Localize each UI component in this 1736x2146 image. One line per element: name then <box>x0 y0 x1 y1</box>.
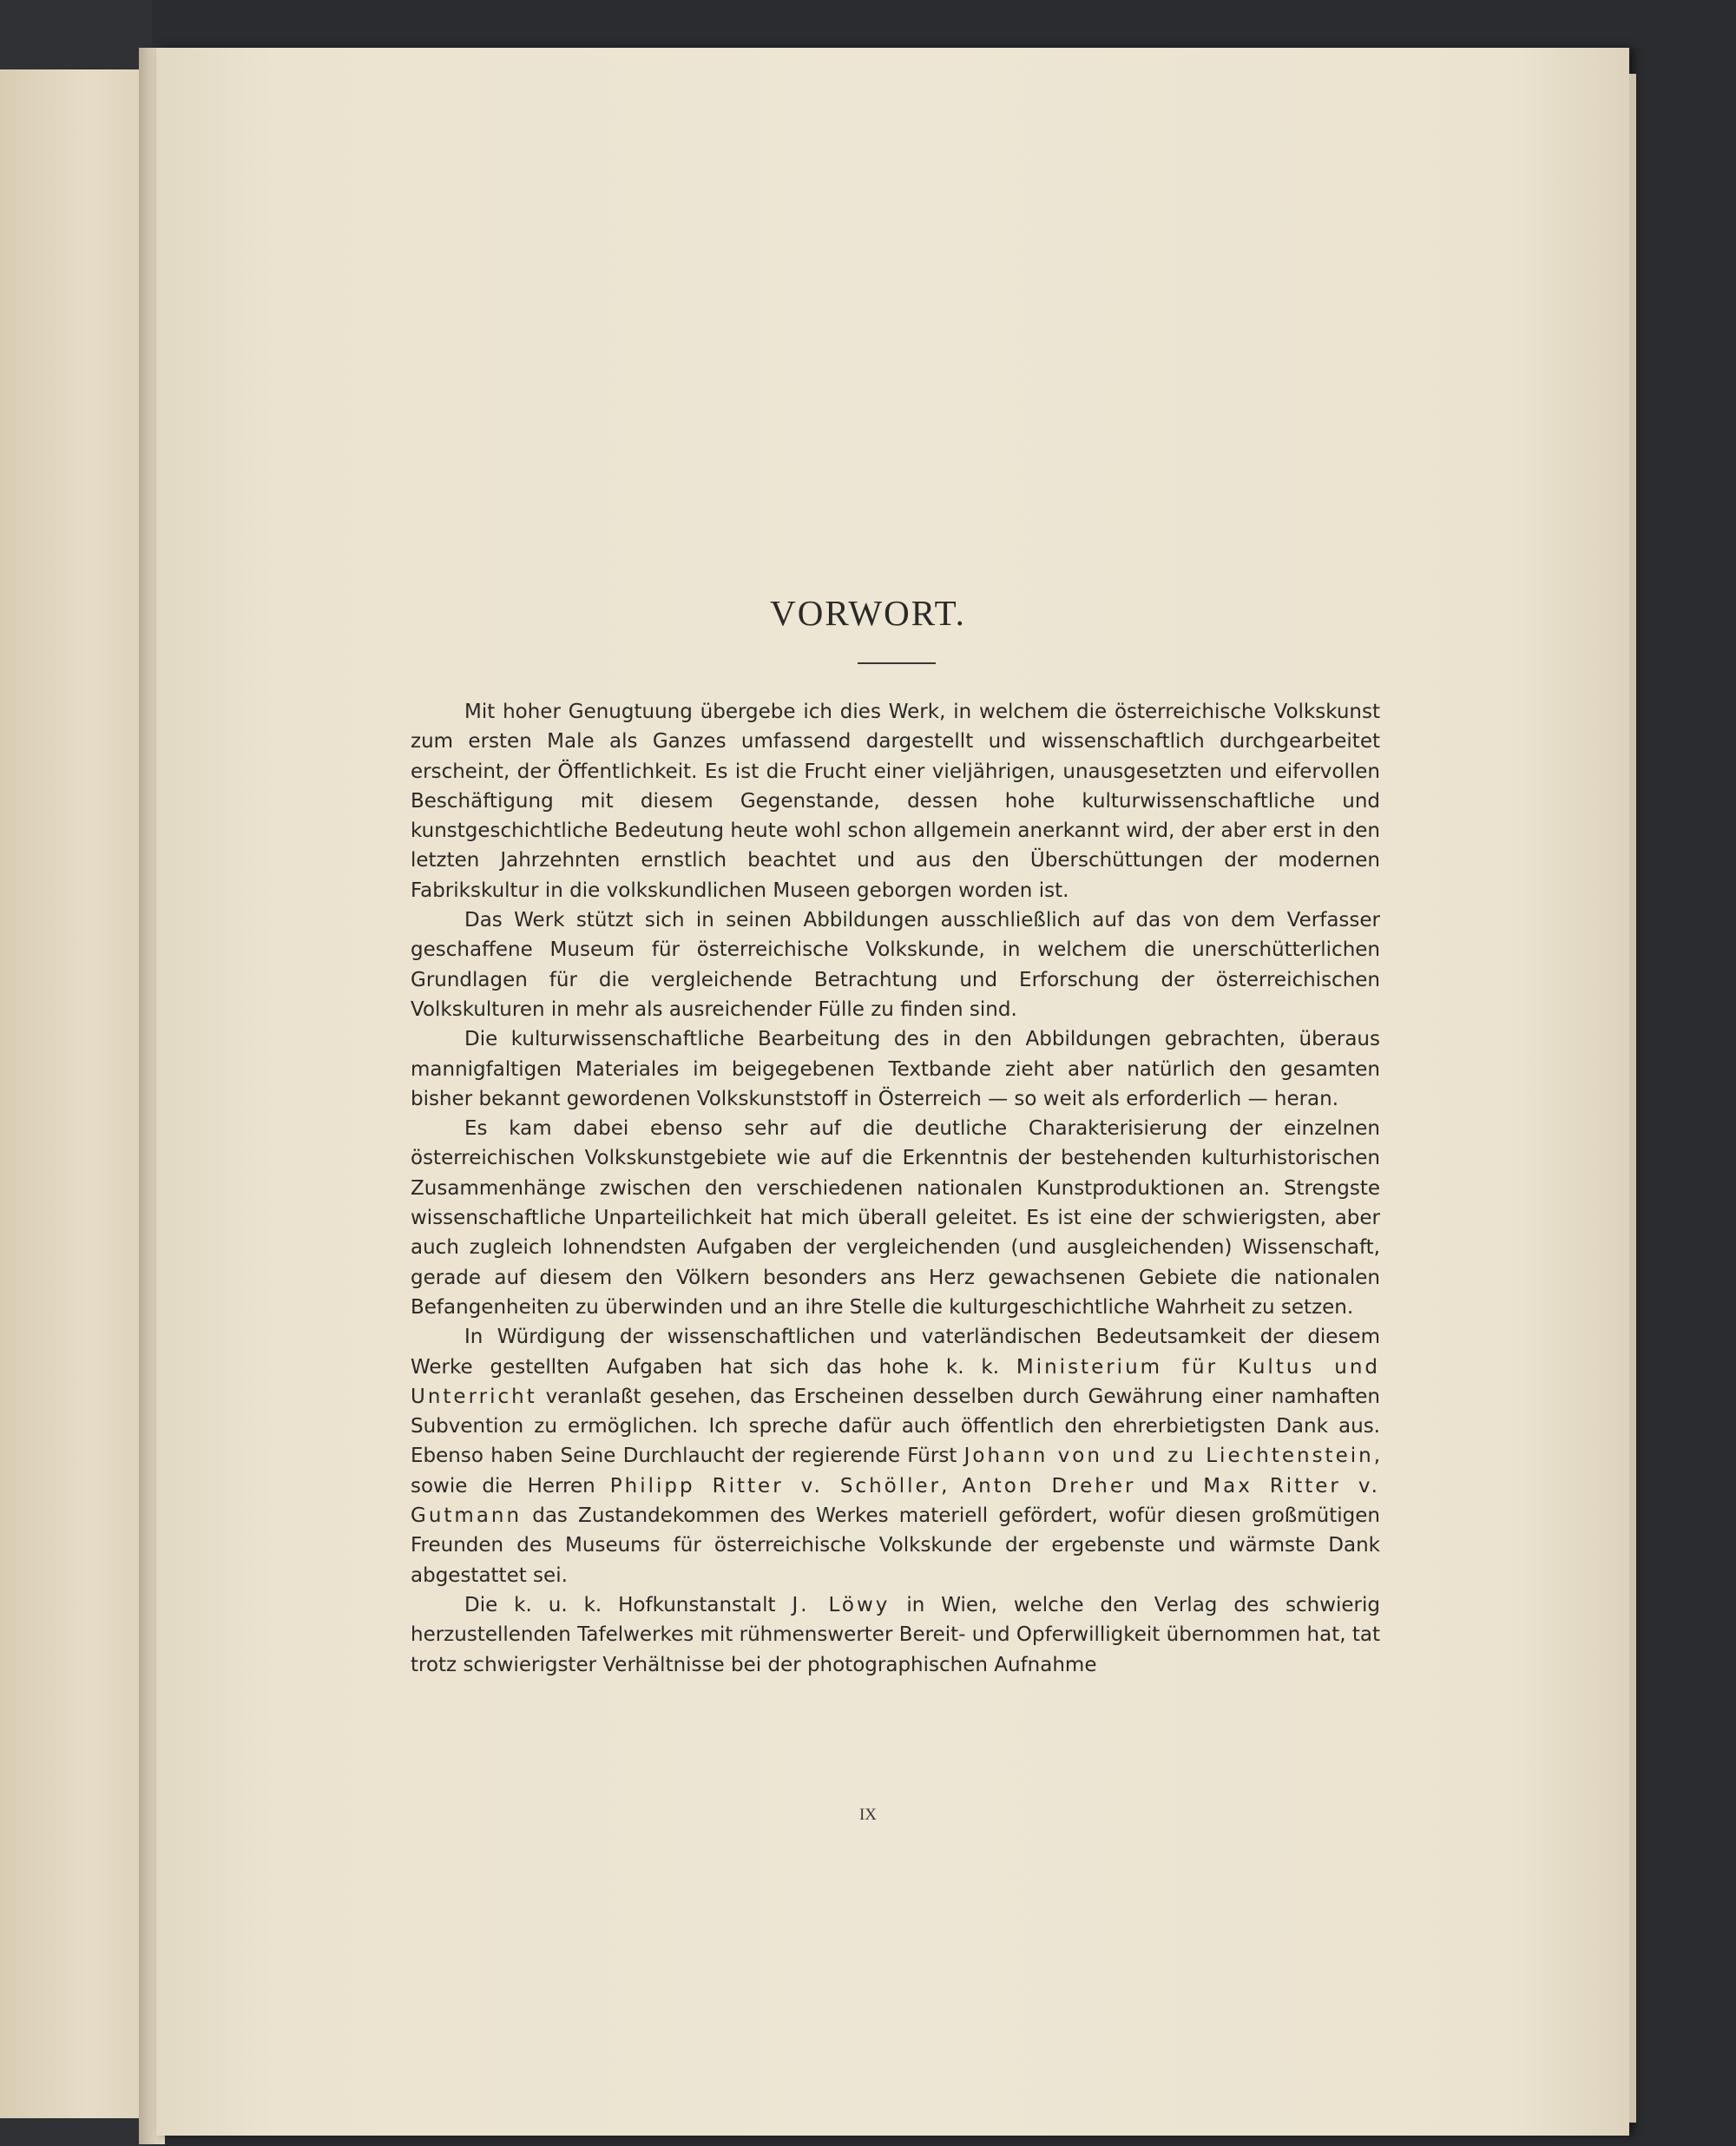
paragraph-5-text: In Würdigung der wissenschaftlichen und vaterländischen Bedeutsamkeit der diesem Werke gestellten Aufgaben hat sich das hohe k. k. <box>411 1326 1380 1379</box>
paragraph-5-text: , sowie die Herren <box>411 1445 1381 1498</box>
paragraph-5 <box>411 1322 1380 1590</box>
paragraph-2: Das Werk stützt sich in seinen Abbildungen ausschließlich auf das von dem Verfasser geschaffene Museum für österreichische Volkskunde, in welchem die unerschütterlichen Grundlagen für die vergleichende Betrachtung und Erforschung der österreichischen Volkskulturen in mehr als ausreichender Fülle zu finden sind. <box>411 909 1380 1021</box>
paragraph-4: Es kam dabei ebenso sehr auf die deutliche Charakterisierung der einzelnen österreichischen Volkskunstgebiete wie auf die Erkenntnis der bestehenden kulturhistorischen Zusammenhänge zwischen den verschiedenen nationalen Kunstproduktionen an. Strengste wissenschaftliche Unparteilichkeit hat mich überall geleitet. Es ist eine der schwierigsten, aber auch zugleich lohnendsten Aufgaben der vergleichenden (und ausgleichenden) Wissenschaft, gerade auf diesem den Völkern besonders ans Herz gewachsenen Gebiete die nationalen Befangenheiten zu überwinden und an ihre Stelle die kulturgeschichtliche Wahrheit zu setzen. <box>411 1117 1380 1319</box>
paragraph-3: Die kulturwissenschaftliche Bearbeitung des in den Abbildungen gebrachten, überaus mannigfaltigen Materiales im beigegebenen Textbande zieht aber natürlich den gesamten bisher bekannt gewordenen Volkskunststoff in Österreich — so weit als erforderlich — heran. <box>411 1028 1380 1110</box>
page-number: IX <box>858 1806 878 1824</box>
paragraph-5-text: das Zustandekommen des Werkes materiell gefördert, wofür diesen großmütigen Freunden des Museums für österreichische Volkskunde der ergebenste und wärmste Dank abgestattet sei. <box>411 1504 1380 1587</box>
paragraph-6-text: in Wien, welche den Verlag des schwierig herzustellenden Tafelwerkes mit rühmenswerter Bereit- und Opferwilligkeit übernommen hat, tat trotz schwierigster Verhältnisse bei der photographischen Aufnahme <box>411 1593 1380 1676</box>
patron-name: Max Ritter v. Gutmann <box>411 1474 1380 1528</box>
paragraph-5-text: und <box>1135 1474 1204 1498</box>
patron-name: Philipp Ritter v. Schöller <box>609 1474 942 1498</box>
paragraph-6-text: Die k. u. k. Hofkunstanstalt <box>464 1593 792 1616</box>
paragraph-6 <box>411 1590 1380 1680</box>
ministry-name: Ministerium für Kultus und Unterricht <box>411 1355 1381 1408</box>
title-rule <box>858 662 936 664</box>
prince-name: Johann von und zu Liechtenstein <box>963 1445 1374 1468</box>
patron-name: Anton Dreher <box>962 1474 1136 1498</box>
paragraph-5-text: veranlaßt gesehen, das Erscheinen desselben durch Gewährung einer namhaften Subvention zu ermöglichen. Ich spreche dafür auch öffentlich den ehrerbietigsten Dank aus. Ebenso haben Seine Durchlaucht der regierende Fürst <box>411 1385 1380 1468</box>
publisher-name: J. Löwy <box>792 1593 891 1616</box>
paragraph-5-text: , <box>941 1474 963 1498</box>
paragraph-1: Mit hoher Genugtuung übergebe ich dies Werk, in welchem die österreichische Volkskunst zum ersten Male als Ganzes umfassend dargestellt und wissenschaftlich durchgearbeitet erscheint, der Öffentlichkeit. Es ist die Frucht einer vieljährigen, unausgesetzten und eifervollen Beschäftigung mit diesem Gegenstande, dessen hohe kulturwissenschaftliche und kunstgeschichtliche Bedeutung heute wohl schon allgemein anerkannt wird, der aber erst in den letzten Jahrzehnten ernstlich beachtet und aus den Überschüttungen der modernen Fabrikskultur in die volkskundlichen Museen geborgen worden ist. <box>411 701 1380 902</box>
preface-body <box>411 697 1380 1680</box>
page-title: VORWORT. <box>770 593 966 633</box>
